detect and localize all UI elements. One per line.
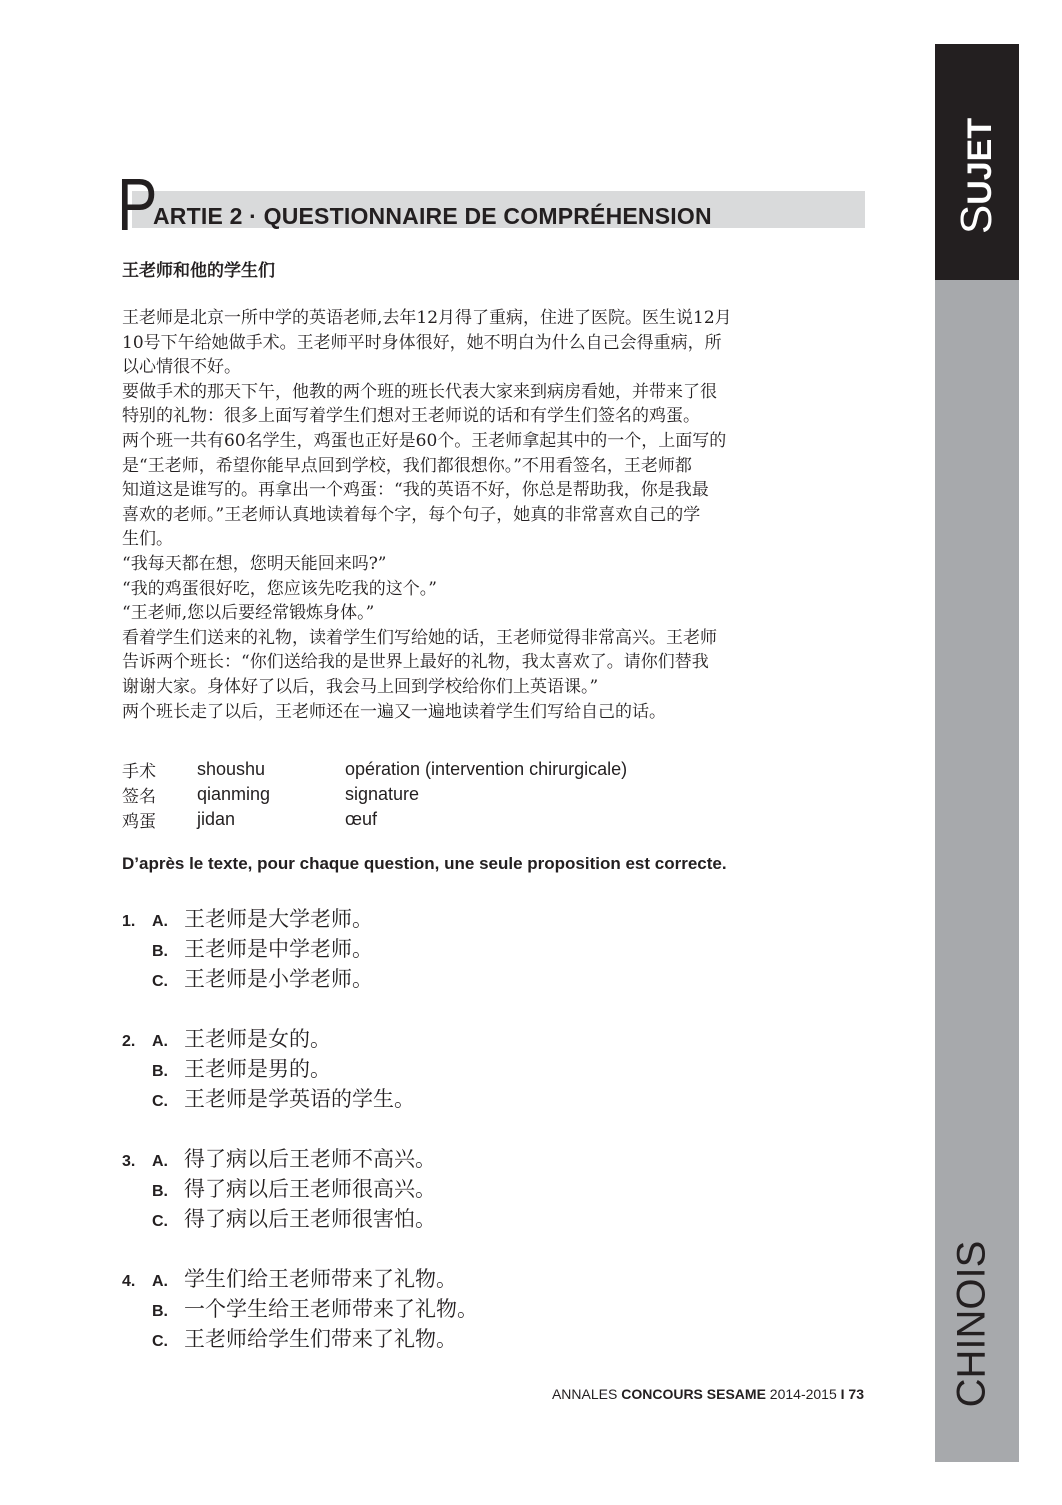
vocabulary-row [122,782,822,807]
passage-line: 两个班长走了以后，王老师还在一遍又一遍地读着学生们写给自己的话。 [122,701,666,722]
option-letter: B. [152,1183,168,1200]
option-text: 王老师是女的。 [184,1027,331,1051]
option-letter: A. [152,1033,168,1050]
footer-series: CONCOURS SESAME [621,1386,766,1402]
answer-option[interactable] [122,963,822,993]
passage-text [122,306,862,724]
vocab-meaning: œuf [345,809,378,829]
answer-option[interactable] [122,1203,822,1233]
vocabulary-table [122,757,822,832]
answer-option[interactable] [122,1173,822,1203]
vocab-pinyin: jidan [197,809,236,829]
option-letter: B. [152,1303,168,1320]
passage-line: “王老师,您以后要经常锻炼身体。” [122,603,375,624]
option-text: 得了病以后王老师很高兴。 [184,1177,436,1201]
instruction-text: D’après le texte, pour chaque question, une seule proposition est correcte. [122,854,727,873]
vocab-pinyin: qianming [197,784,271,804]
option-text: 王老师是男的。 [184,1057,331,1081]
passage-title: 王老师和他的学生们 [122,261,275,281]
option-text: 王老师是大学老师。 [184,907,373,931]
passage-line: 喜欢的老师。”王老师认真地读着每个字，每个句子，她真的非常喜欢自己的学 [122,504,701,525]
vocab-hanzi: 手术 [122,762,156,782]
option-text: 得了病以后王老师很害怕。 [184,1207,436,1231]
question-number: 4. [122,1273,136,1290]
vocabulary-row [122,757,822,782]
vocab-meaning: signature [345,784,420,804]
option-text: 一个学生给王老师带来了礼物。 [184,1297,478,1321]
passage-line: 看着学生们送来的礼物，读着学生们写给她的话，王老师觉得非常高兴。王老师 [122,627,717,648]
answer-option[interactable] [122,1323,822,1353]
vocab-pinyin: shoushu [197,759,266,779]
option-letter: C. [152,1213,168,1230]
answer-option[interactable] [122,1023,822,1053]
question-number: 3. [122,1153,136,1170]
vocab-hanzi: 鸡蛋 [122,812,156,832]
answer-option[interactable] [122,1143,822,1173]
option-text: 王老师是学英语的学生。 [184,1087,415,1111]
option-text: 王老师是中学老师。 [184,937,373,961]
passage-line: 两个班一共有60名学生，鸡蛋也正好是60个。王老师拿起其中的一个，上面写的 [122,430,727,451]
side-label-sujet [952,118,1002,234]
vocab-hanzi: 签名 [122,787,156,807]
answer-option[interactable] [122,933,822,963]
option-letter: A. [152,1153,168,1170]
question-list [122,903,822,1383]
page-footer [552,1386,864,1402]
option-letter: B. [152,1063,168,1080]
passage-line: “我每天都在想，您明天能回来吗?” [122,553,387,574]
passage-line: 10号下午给她做手术。王老师平时身体很好，她不明白为什么自己会得重病，所 [122,332,722,353]
answer-option[interactable] [122,1083,822,1113]
option-letter: C. [152,1333,168,1350]
option-letter: A. [152,1273,168,1290]
question-item [122,1143,822,1233]
passage-line: 知道这是谁写的。再拿出一个鸡蛋：“我的英语不好，你总是帮助我，你是我最 [122,480,709,501]
question-item [122,1263,822,1353]
answer-option[interactable] [122,1293,822,1323]
vocab-meaning: opération (intervention chirurgicale) [345,759,628,779]
option-letter: C. [152,1093,168,1110]
footer-separator: I [840,1386,845,1402]
question-number: 1. [122,913,136,930]
question-item [122,903,822,993]
option-text: 王老师给学生们带来了礼物。 [184,1327,457,1351]
side-label-initial: S [952,204,1001,235]
question-number: 2. [122,1033,136,1050]
page-number: 73 [848,1386,864,1402]
option-letter: B. [152,943,168,960]
answer-option[interactable] [122,1053,822,1083]
passage-line: 以心情很不好。 [122,357,241,378]
passage-line: 要做手术的那天下午，他教的两个班的班长代表大家来到病房看她，并带来了很 [122,381,717,402]
footer-years: 2014-2015 [769,1386,837,1402]
option-text: 学生们给王老师带来了礼物。 [184,1267,457,1291]
passage-line: 生们。 [122,529,173,550]
passage-line: 谢谢大家。身体好了以后，我会马上回到学校给你们上英语课。” [122,676,599,697]
question-item [122,1023,822,1113]
side-label-chinois: CHINOIS [949,1240,994,1408]
answer-option[interactable] [122,1263,822,1293]
option-text: 得了病以后王老师不高兴。 [184,1147,436,1171]
passage-line: 告诉两个班长：“你们送给我的是世界上最好的礼物，我太喜欢了。请你们替我 [122,652,709,673]
vocabulary-row [122,807,822,832]
passage-line: “我的鸡蛋很好吃，您应该先吃我的这个。” [122,578,437,599]
section-header-initial: P [117,163,158,246]
option-letter: C. [152,973,168,990]
option-text: 王老师是小学老师。 [184,967,373,991]
footer-prefix: ANNALES [551,1386,618,1402]
side-label-rest: UJET [961,117,999,205]
answer-option[interactable] [122,903,822,933]
section-header-title: ARTIE 2 · QUESTIONNAIRE DE COMPRÉHENSION [153,203,712,229]
option-letter: A. [152,913,168,930]
passage-line: 是“王老师，希望你能早点回到学校，我们都很想你。”不用看签名，王老师都 [122,455,692,476]
passage-line: 王老师是北京一所中学的英语老师,去年12月得了重病，住进了医院。医生说12月 [122,308,732,328]
passage-line: 特别的礼物：很多上面写着学生们想对王老师说的话和有学生们签名的鸡蛋。 [122,406,700,427]
